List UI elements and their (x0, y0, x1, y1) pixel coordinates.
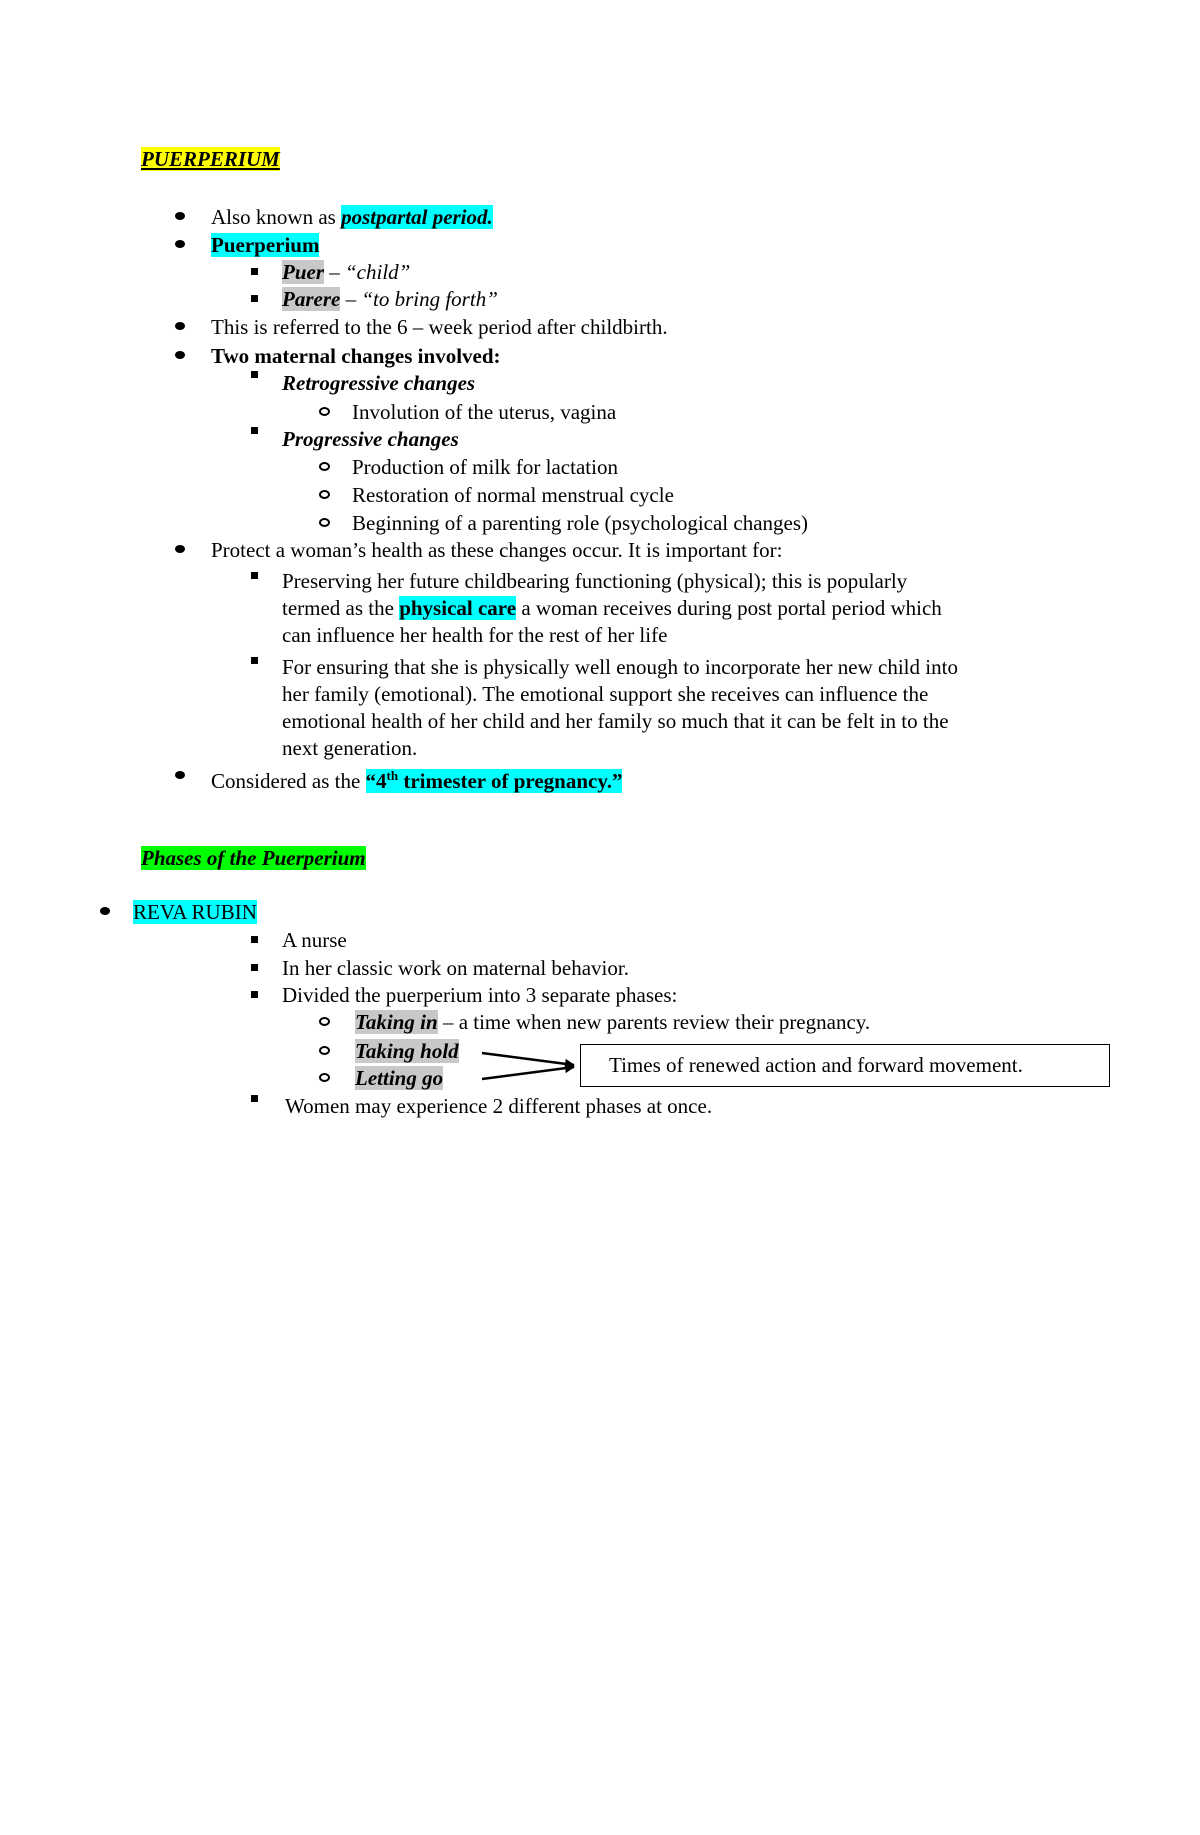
bullet-circle (319, 462, 330, 471)
preserving-text-a: termed as the (282, 596, 400, 620)
heading-puerperium (141, 146, 280, 172)
arrow-taking-hold (482, 1053, 574, 1065)
bullet-circle (319, 1017, 330, 1026)
puer-term: Puer (282, 260, 324, 284)
list-item-puer (282, 259, 410, 285)
parere-def: – “to bring forth” (340, 287, 498, 311)
bullet-dot (175, 351, 185, 359)
taking-hold-term: Taking hold (355, 1039, 459, 1063)
callout-box-text: Times of renewed action and forward movement. (609, 1053, 1023, 1077)
list-item-menstrual: Restoration of normal menstrual cycle (352, 483, 674, 507)
trimester-a: “4 (365, 769, 387, 793)
bullet-square (251, 427, 258, 434)
taking-in-term: Taking in (355, 1010, 438, 1034)
taking-in-line (355, 1009, 870, 1035)
bullet-circle (319, 1073, 330, 1082)
bullet-circle (319, 407, 330, 416)
heading-phases-text: Phases of the Puerperium (141, 846, 366, 870)
arrow-letting-go (482, 1067, 574, 1079)
aka-prefix: Also known as (211, 205, 342, 229)
list-item-letting-go (355, 1065, 443, 1091)
trimester-highlight (366, 769, 623, 793)
list-item-preserving-line3: can influence her health for the rest of her life (282, 623, 668, 647)
list-item-ensuring-line1: For ensuring that she is physically well enough to incorporate her new child into (282, 655, 958, 679)
list-item-reva-rubin (133, 899, 257, 925)
list-item-preserving-line1: Preserving her future childbearing functioning (physical); this is popularly (282, 569, 908, 593)
list-item-six-week: This is referred to the 6 – week period after childbirth. (211, 315, 668, 339)
list-item-women: Women may experience 2 different phases at once. (285, 1094, 713, 1118)
list-item-puerperium (211, 232, 319, 258)
bullet-square (251, 295, 258, 302)
bullet-square (251, 1095, 258, 1102)
preserving-text-c: a woman receives during post portal period which (516, 596, 942, 620)
heading-phases (141, 845, 366, 871)
list-item-involution: Involution of the uterus, vagina (352, 400, 617, 424)
taking-in-def: – a time when new parents review their pregnancy. (437, 1010, 871, 1034)
bullet-square (251, 572, 258, 579)
bullet-dot (175, 771, 185, 779)
trimester-b: trimester of pregnancy.” (398, 769, 623, 793)
list-item-ensuring-line4: next generation. (282, 736, 418, 760)
list-item-progressive: Progressive changes (282, 427, 459, 451)
list-item-also-known (211, 204, 493, 230)
list-item-classic-work: In her classic work on maternal behavior. (282, 956, 629, 980)
list-item-ensuring-line2: her family (emotional). The emotional support she receives can influence the (282, 682, 929, 706)
bullet-square (251, 657, 258, 664)
heading-puerperium-text: PUERPERIUM (141, 147, 280, 171)
list-item-ensuring-line3: emotional health of her child and her family so much that it can be felt in to the (282, 709, 949, 733)
bullet-square (251, 991, 258, 998)
bullet-square (251, 964, 258, 971)
puerperium-term: Puerperium (211, 233, 320, 257)
list-item-parere (282, 286, 498, 312)
bullet-dot (175, 545, 185, 553)
bullet-dot (175, 212, 185, 220)
arrows-graphic (470, 1040, 580, 1090)
list-item-two-changes: Two maternal changes involved: (211, 344, 501, 368)
puer-def: – “child” (324, 260, 411, 284)
parere-term: Parere (282, 287, 341, 311)
bullet-square (251, 268, 258, 275)
list-item-milk: Production of milk for lactation (352, 455, 618, 479)
list-item-nurse: A nurse (282, 928, 347, 952)
aka-term: postpartal period. (341, 205, 493, 229)
bullet-circle (319, 490, 330, 499)
list-item-parenting: Beginning of a parenting role (psychological changes) (352, 511, 809, 535)
list-item-retrogressive: Retrogressive changes (282, 371, 476, 395)
bullet-dot (175, 322, 185, 330)
list-item-protect: Protect a woman’s health as these changes occur. It is important for: (211, 538, 783, 562)
bullet-square (251, 371, 258, 378)
letting-go-term: Letting go (355, 1066, 444, 1090)
considered-prefix: Considered as the (211, 769, 366, 793)
list-item-considered (211, 763, 622, 794)
list-item-divided: Divided the puerperium into 3 separate phases: (282, 983, 678, 1007)
callout-box (580, 1044, 1110, 1087)
bullet-dot (175, 240, 185, 248)
physical-care-term: physical care (399, 596, 517, 620)
bullet-square (251, 936, 258, 943)
list-item-taking-hold (355, 1038, 459, 1064)
reva-rubin-name: REVA RUBIN (133, 900, 257, 924)
list-item-preserving-line2 (282, 595, 942, 621)
bullet-circle (319, 518, 330, 527)
bullet-circle (319, 1046, 330, 1055)
bullet-dot (100, 907, 110, 915)
trimester-sup: th (386, 768, 399, 783)
